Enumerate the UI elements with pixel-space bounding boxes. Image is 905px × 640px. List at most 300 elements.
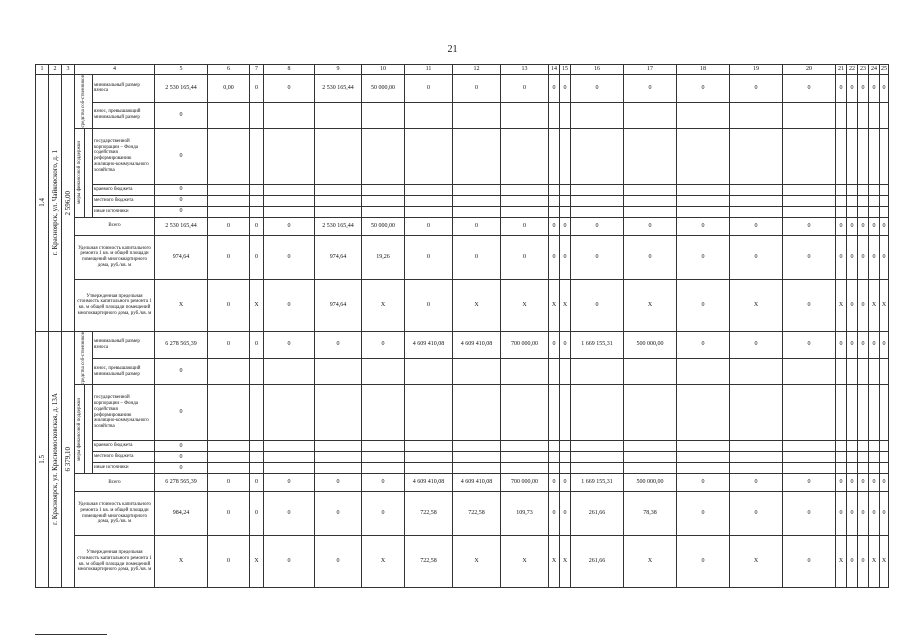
table-cell: 0: [549, 474, 560, 492]
table-cell: 0: [264, 235, 315, 279]
table-cell: [880, 452, 889, 463]
table-cell: [783, 195, 836, 206]
table-cell: 0: [362, 492, 405, 536]
column-number: 23: [858, 65, 869, 75]
column-number: 15: [560, 65, 571, 75]
table-cell: [362, 359, 405, 385]
table-cell: [549, 128, 560, 184]
table-cell: [677, 195, 730, 206]
table-cell: [250, 184, 264, 195]
table-cell: [836, 184, 847, 195]
table-cell: [880, 359, 889, 385]
table-cell: [453, 102, 501, 128]
table-cell: X: [155, 536, 208, 588]
table-cell: 0: [405, 75, 453, 103]
table-cell: [208, 441, 250, 452]
table-cell: X: [250, 279, 264, 331]
table-cell: 2 530 165,44: [155, 75, 208, 103]
row-label: минимальный размер взноса: [93, 331, 155, 359]
table-cell: [405, 184, 453, 195]
table-cell: [624, 195, 677, 206]
table-cell: 0: [250, 75, 264, 103]
table-cell: 0,00: [208, 75, 250, 103]
table-cell: [677, 102, 730, 128]
table-cell: 0: [677, 474, 730, 492]
table-cell: 4 609 410,08: [453, 331, 501, 359]
table-cell: X: [880, 279, 889, 331]
table-cell: 0: [264, 217, 315, 235]
table-cell: [264, 128, 315, 184]
table-row: [36, 474, 889, 492]
table-cell: [453, 195, 501, 206]
column-number: 11: [405, 65, 453, 75]
table-cell: [730, 359, 783, 385]
object-area: 2 596,00: [62, 75, 75, 332]
row-label: местного бюджета: [93, 195, 155, 206]
table-cell: 0: [264, 536, 315, 588]
table-cell: [208, 359, 250, 385]
table-cell: [315, 441, 362, 452]
table-cell: [624, 359, 677, 385]
table-cell: 0: [858, 217, 869, 235]
table-cell: [250, 441, 264, 452]
table-cell: [571, 184, 624, 195]
table-cell: [560, 206, 571, 217]
table-cell: [264, 385, 315, 441]
table-cell: [880, 385, 889, 441]
table-cell: [858, 206, 869, 217]
column-number-row: [36, 65, 889, 75]
table-cell: [869, 102, 880, 128]
table-cell: [847, 441, 858, 452]
table-cell: [624, 463, 677, 474]
table-cell: [858, 128, 869, 184]
table-cell: [560, 102, 571, 128]
column-number: 17: [624, 65, 677, 75]
table-cell: [208, 206, 250, 217]
table-cell: [405, 195, 453, 206]
table-cell: [315, 452, 362, 463]
table-cell: [624, 128, 677, 184]
table-cell: [208, 128, 250, 184]
table-cell: [453, 452, 501, 463]
table-cell: 0: [208, 279, 250, 331]
table-cell: [836, 102, 847, 128]
table-cell: X: [501, 279, 549, 331]
table-cell: 0: [264, 331, 315, 359]
table-cell: [362, 184, 405, 195]
group-state-support: меры финансовой поддержки: [75, 385, 85, 474]
table-cell: 0: [155, 206, 208, 217]
table-cell: 50 000,00: [362, 217, 405, 235]
table-cell: [549, 463, 560, 474]
table-cell: [783, 463, 836, 474]
table-cell: 0: [264, 279, 315, 331]
table-cell: X: [453, 279, 501, 331]
table-cell: 0: [453, 235, 501, 279]
table-cell: 0: [549, 217, 560, 235]
table-cell: [836, 441, 847, 452]
table-cell: [250, 128, 264, 184]
table-cell: 0: [264, 474, 315, 492]
table-cell: 4 609 410,08: [453, 474, 501, 492]
table-cell: 984,24: [155, 492, 208, 536]
table-cell: [847, 128, 858, 184]
table-cell: 1 669 155,31: [571, 331, 624, 359]
table-cell: [847, 452, 858, 463]
table-cell: 0: [869, 492, 880, 536]
table-cell: [208, 184, 250, 195]
table-cell: 0: [847, 536, 858, 588]
table-row: [36, 206, 889, 217]
table-cell: 0: [858, 75, 869, 103]
table-row: [36, 75, 889, 103]
table-cell: [847, 463, 858, 474]
column-number: 2: [49, 65, 62, 75]
table-row: [36, 452, 889, 463]
table-cell: X: [501, 536, 549, 588]
table-cell: 0: [847, 235, 858, 279]
table-cell: [624, 206, 677, 217]
table-cell: [783, 184, 836, 195]
table-cell: [869, 441, 880, 452]
table-cell: [869, 463, 880, 474]
table-cell: 0: [155, 184, 208, 195]
table-cell: 0: [250, 217, 264, 235]
table-cell: 0: [208, 492, 250, 536]
table-cell: 0: [208, 331, 250, 359]
table-cell: [677, 184, 730, 195]
table-cell: 4 609 410,08: [405, 331, 453, 359]
subgroup-blank: [85, 128, 93, 217]
table-cell: 0: [677, 279, 730, 331]
table-cell: 0: [453, 217, 501, 235]
table-cell: 0: [880, 235, 889, 279]
table-cell: [847, 195, 858, 206]
table-cell: 78,38: [624, 492, 677, 536]
table-cell: [847, 385, 858, 441]
table-cell: 0: [847, 492, 858, 536]
table-cell: [315, 195, 362, 206]
table-cell: [549, 184, 560, 195]
table-cell: 109,73: [501, 492, 549, 536]
table-cell: [250, 102, 264, 128]
table-cell: 0: [501, 235, 549, 279]
table-cell: 700 000,00: [501, 331, 549, 359]
table-cell: [250, 206, 264, 217]
table-cell: X: [624, 536, 677, 588]
table-cell: [250, 452, 264, 463]
table-cell: 0: [847, 474, 858, 492]
table-cell: [560, 452, 571, 463]
table-cell: [880, 206, 889, 217]
table-cell: [264, 441, 315, 452]
table-cell: [880, 463, 889, 474]
table-cell: [858, 195, 869, 206]
table-cell: [549, 359, 560, 385]
table-row: [36, 359, 889, 385]
table-cell: 0: [730, 331, 783, 359]
group-state-support: меры финансовой поддержки: [75, 128, 85, 217]
row-label: Всего: [75, 217, 155, 235]
table-cell: 0: [405, 279, 453, 331]
table-cell: 0: [315, 492, 362, 536]
table-cell: 2 530 165,44: [315, 217, 362, 235]
table-cell: 261,66: [571, 492, 624, 536]
object-address: г. Красноярск, ул. Чайковского, д. 1: [49, 75, 62, 332]
table-row: [36, 463, 889, 474]
table-cell: [858, 102, 869, 128]
table-cell: [677, 441, 730, 452]
row-label: Утвержденная предельная стоимость капитального ремонта 1 кв. м общей площади помещений многоквартирного дома, руб./кв. м: [75, 536, 155, 588]
table-cell: [453, 184, 501, 195]
table-cell: [549, 102, 560, 128]
table-cell: 0: [624, 75, 677, 103]
table-cell: 0: [677, 331, 730, 359]
table-cell: [869, 452, 880, 463]
table-cell: 2 530 165,44: [315, 75, 362, 103]
table-cell: [624, 452, 677, 463]
table-cell: [405, 359, 453, 385]
table-cell: [501, 452, 549, 463]
table-cell: [869, 128, 880, 184]
table-cell: [315, 102, 362, 128]
table-cell: [836, 385, 847, 441]
table-cell: [250, 359, 264, 385]
table-cell: 0: [880, 492, 889, 536]
table-cell: X: [362, 536, 405, 588]
table-cell: X: [549, 279, 560, 331]
table-cell: [677, 359, 730, 385]
group-own-funds: средства соб-ственников: [75, 331, 93, 385]
table-cell: [501, 463, 549, 474]
table-cell: 0: [847, 331, 858, 359]
table-cell: [858, 359, 869, 385]
column-number: 10: [362, 65, 405, 75]
table-cell: [880, 441, 889, 452]
table-cell: [624, 184, 677, 195]
table-cell: X: [730, 279, 783, 331]
table-cell: [869, 184, 880, 195]
table-cell: 0: [858, 235, 869, 279]
table-cell: 0: [560, 75, 571, 103]
table-cell: 0: [847, 217, 858, 235]
table-cell: 0: [571, 217, 624, 235]
table-cell: [858, 463, 869, 474]
table-cell: [315, 385, 362, 441]
table-cell: 722,58: [405, 492, 453, 536]
table-cell: X: [549, 536, 560, 588]
table-cell: 0: [362, 331, 405, 359]
object-area: 6 379,10: [62, 331, 75, 588]
table-row: [36, 331, 889, 359]
table-cell: 0: [677, 75, 730, 103]
table-cell: [405, 463, 453, 474]
row-label: местного бюджета: [93, 452, 155, 463]
table-cell: [880, 195, 889, 206]
row-label: краевого бюджета: [93, 184, 155, 195]
table-cell: [549, 441, 560, 452]
table-cell: 0: [453, 75, 501, 103]
table-cell: [315, 128, 362, 184]
table-cell: [362, 452, 405, 463]
table-cell: 0: [549, 235, 560, 279]
table-cell: 0: [250, 474, 264, 492]
table-cell: 0: [869, 217, 880, 235]
table-cell: 0: [836, 474, 847, 492]
table-cell: 0: [549, 331, 560, 359]
column-number: 25: [880, 65, 889, 75]
table-cell: [405, 385, 453, 441]
table-cell: 0: [836, 217, 847, 235]
table-cell: [571, 441, 624, 452]
table-cell: [571, 385, 624, 441]
table-cell: [677, 128, 730, 184]
column-number: 1: [36, 65, 49, 75]
table-cell: [405, 128, 453, 184]
table-cell: [453, 206, 501, 217]
row-label: иные источники: [93, 206, 155, 217]
table-cell: [869, 359, 880, 385]
table-cell: [501, 184, 549, 195]
row-label: краевого бюджета: [93, 441, 155, 452]
table-cell: [501, 195, 549, 206]
table-cell: [783, 206, 836, 217]
row-label: Всего: [75, 474, 155, 492]
table-cell: [362, 102, 405, 128]
table-cell: [730, 195, 783, 206]
table-cell: [208, 195, 250, 206]
table-cell: [571, 359, 624, 385]
table-cell: [730, 102, 783, 128]
table-cell: 0: [836, 331, 847, 359]
table-cell: [264, 206, 315, 217]
table-cell: 0: [783, 279, 836, 331]
table-cell: 0: [869, 474, 880, 492]
table-cell: 0: [155, 452, 208, 463]
column-number: 5: [155, 65, 208, 75]
table-cell: [783, 441, 836, 452]
table-cell: 0: [783, 331, 836, 359]
table-cell: 0: [155, 128, 208, 184]
table-cell: 0: [836, 492, 847, 536]
table-cell: 0: [560, 492, 571, 536]
table-cell: 0: [730, 474, 783, 492]
table-cell: 0: [677, 536, 730, 588]
table-cell: 0: [155, 441, 208, 452]
table-cell: 0: [880, 217, 889, 235]
table-row: [36, 184, 889, 195]
table-cell: 0: [560, 235, 571, 279]
table-cell: [264, 452, 315, 463]
table-cell: 0: [858, 474, 869, 492]
table-cell: 0: [869, 331, 880, 359]
table-cell: [264, 463, 315, 474]
table-cell: 0: [571, 75, 624, 103]
table-cell: [730, 206, 783, 217]
table-cell: [315, 463, 362, 474]
table-cell: 0: [624, 235, 677, 279]
table-cell: 0: [847, 279, 858, 331]
table-cell: [362, 128, 405, 184]
table-cell: [880, 184, 889, 195]
table-cell: [730, 385, 783, 441]
table-cell: 0: [730, 75, 783, 103]
table-cell: 0: [783, 75, 836, 103]
table-cell: X: [836, 536, 847, 588]
table-cell: [362, 206, 405, 217]
table-cell: 0: [858, 536, 869, 588]
row-label: государственной корпорации – Фонда содействия реформированию жилищно-коммунального хозяйства: [93, 128, 155, 184]
table-cell: [549, 195, 560, 206]
table-cell: 0: [677, 492, 730, 536]
table-cell: [730, 128, 783, 184]
table-cell: [836, 206, 847, 217]
table-cell: 0: [869, 235, 880, 279]
table-cell: 0: [730, 235, 783, 279]
table-cell: 0: [549, 75, 560, 103]
table-cell: 0: [560, 217, 571, 235]
table-cell: [880, 102, 889, 128]
table-cell: [362, 195, 405, 206]
table-cell: 0: [677, 217, 730, 235]
table-cell: [783, 385, 836, 441]
table-cell: [501, 128, 549, 184]
table-cell: 0: [836, 235, 847, 279]
table-cell: 1 669 155,31: [571, 474, 624, 492]
table-cell: 974,64: [315, 279, 362, 331]
column-number: 21: [836, 65, 847, 75]
table-cell: [677, 463, 730, 474]
table-cell: [501, 206, 549, 217]
table-cell: [453, 128, 501, 184]
column-number: 6: [208, 65, 250, 75]
table-cell: X: [836, 279, 847, 331]
group-own-funds: средства соб-ственников: [75, 75, 93, 129]
row-label: иные источники: [93, 463, 155, 474]
table-cell: 0: [783, 474, 836, 492]
table-cell: [264, 359, 315, 385]
table-cell: [315, 184, 362, 195]
table-cell: X: [869, 536, 880, 588]
table-cell: [453, 359, 501, 385]
page-number: 21: [447, 44, 458, 55]
object-number: 1.4: [36, 75, 49, 332]
table-cell: 0: [155, 195, 208, 206]
table-cell: X: [453, 536, 501, 588]
row-label: минимальный размер взноса: [93, 75, 155, 103]
table-cell: [250, 385, 264, 441]
table-cell: 0: [730, 492, 783, 536]
table-cell: [869, 385, 880, 441]
table-cell: [405, 441, 453, 452]
table-cell: 0: [405, 235, 453, 279]
table-row: [36, 536, 889, 588]
table-cell: [847, 102, 858, 128]
table-cell: 974,64: [155, 235, 208, 279]
column-number: 22: [847, 65, 858, 75]
table-cell: 0: [858, 331, 869, 359]
table-cell: [501, 385, 549, 441]
table-cell: 19,26: [362, 235, 405, 279]
column-number: 7: [250, 65, 264, 75]
table-cell: 0: [250, 492, 264, 536]
capital-repair-table: [35, 64, 889, 588]
table-cell: [783, 359, 836, 385]
object-number: 1.5: [36, 331, 49, 588]
table-cell: 0: [880, 474, 889, 492]
table-cell: 0: [208, 217, 250, 235]
